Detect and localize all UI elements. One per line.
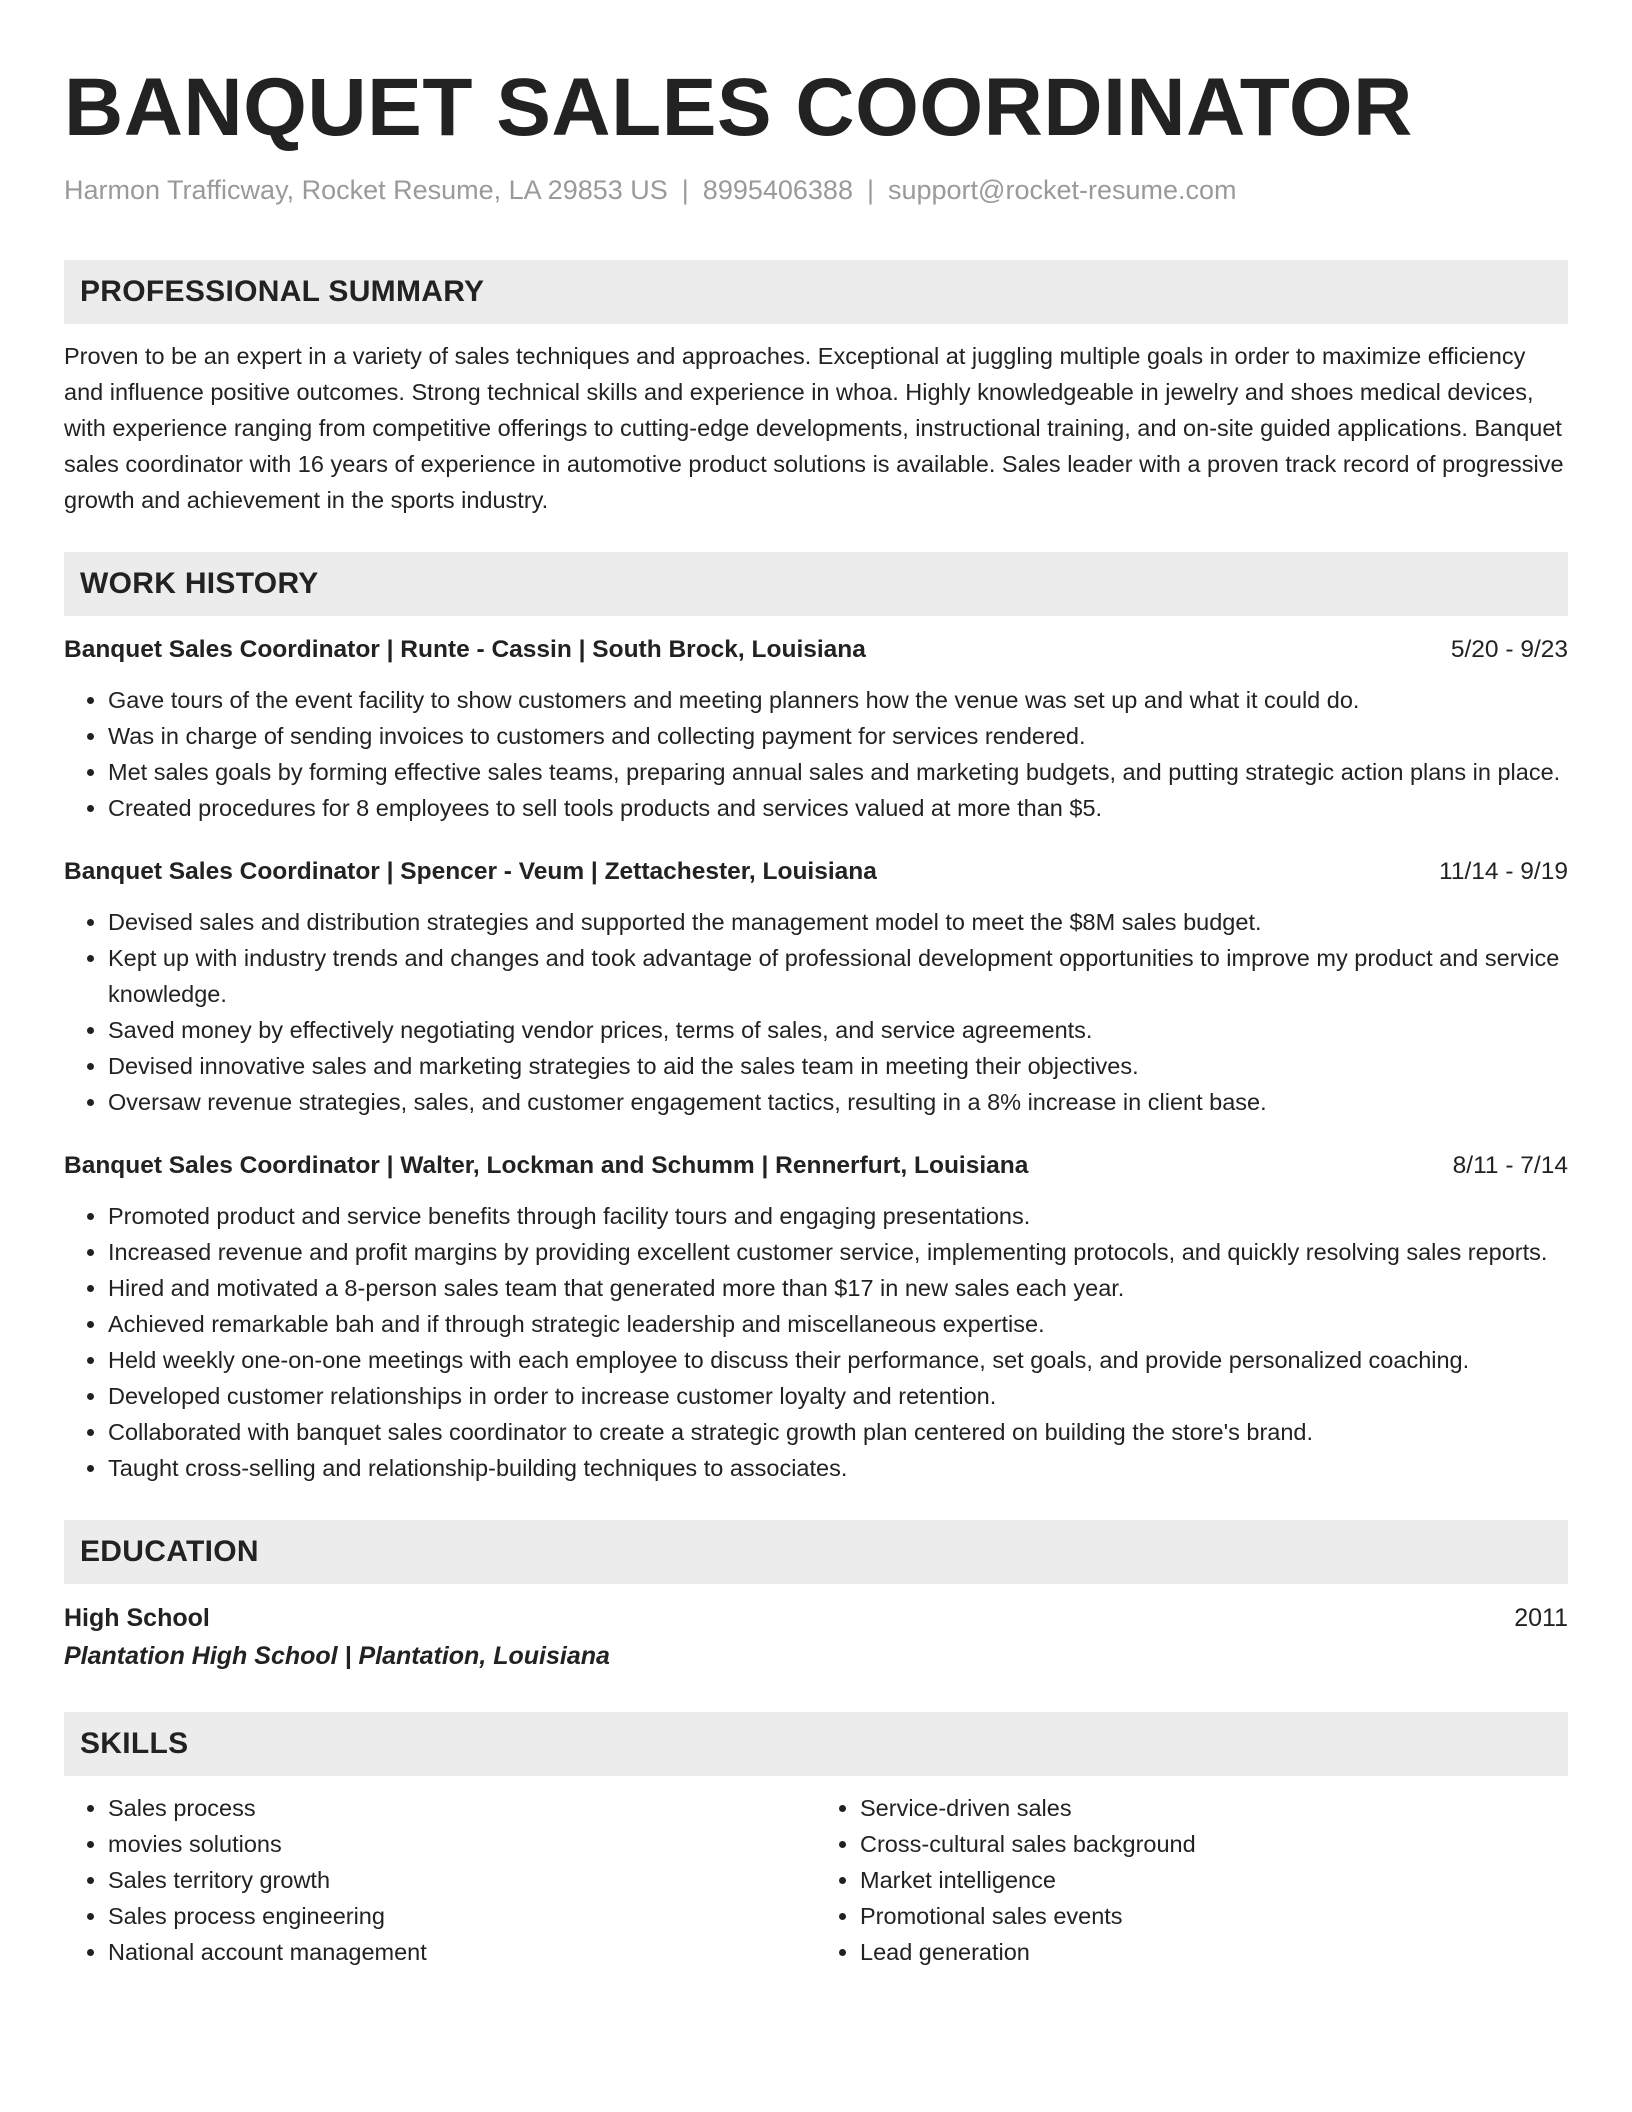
list-item: • Achieved remarkable bah and if through strategic leadership and miscellaneous expertise.: [108, 1306, 1568, 1342]
resume-name: BANQUET SALES COORDINATOR: [64, 62, 1413, 153]
job-dates: 5/20 - 9/23: [1450, 636, 1568, 663]
skill-item: • National account management: [108, 1934, 816, 1970]
list-item: • Devised sales and distribution strategies and supported the management model to meet the $8M sales budget.: [108, 904, 1568, 940]
job-entry: [64, 1148, 1568, 1486]
skill-item: • Lead generation: [860, 1934, 1568, 1970]
contact-address: Harmon Trafficway, Rocket Resume, LA 29853 US: [64, 175, 668, 205]
skill-item: • Sales process engineering: [108, 1898, 816, 1934]
list-item: • Created procedures for 8 employees to sell tools products and services valued at more than $5.: [108, 790, 1568, 826]
list-item: • Devised innovative sales and marketing strategies to aid the sales team in meeting their objectives.: [108, 1048, 1568, 1084]
list-item: • Held weekly one-on-one meetings with each employee to discuss their performance, set goals, and provide personalized coaching.: [108, 1342, 1568, 1378]
section-heading: SKILLS: [64, 1712, 1568, 1776]
section-heading: EDUCATION: [64, 1520, 1568, 1584]
job-title: Banquet Sales Coordinator | Runte - Cassin | South Brock, Louisiana: [64, 636, 866, 663]
list-item: • Collaborated with banquet sales coordinator to create a strategic growth plan centered on building the store's brand.: [108, 1414, 1568, 1450]
skills-columns: [64, 1790, 1568, 1970]
job-bullets: [64, 682, 1568, 826]
contact-line: [64, 172, 1568, 208]
list-item: • Developed customer relationships in order to increase customer loyalty and retention.: [108, 1378, 1568, 1414]
summary-text: Proven to be an expert in a variety of sales techniques and approaches. Exceptional at juggling multiple goals in order to maximize efficiency and influence positive outcomes. Strong technical skills and experience in whoa. Highly knowledgeable in jewelry and shoes medical devices, with experience ranging from competitive offerings to cutting-edge developments, instructional training, and on-site guided applications. Banquet sales coordinator with 16 years of experience in automotive product solutions is available. Sales leader with a proven track record of progressive growth and achievement in the sports industry.: [64, 343, 1564, 513]
work-history-section: [64, 552, 1568, 1486]
skills-left-column: [64, 1790, 816, 1970]
list-item: • Oversaw revenue strategies, sales, and customer engagement tactics, resulting in a 8% increase in client base.: [108, 1084, 1568, 1120]
list-item: • Gave tours of the event facility to show customers and meeting planners how the venue was set up and what it could do.: [108, 682, 1568, 718]
contact-separator: |: [681, 175, 689, 205]
section-heading: PROFESSIONAL SUMMARY: [64, 260, 1568, 324]
job-dates: 11/14 - 9/19: [1439, 858, 1568, 885]
skill-item: • Sales process: [108, 1790, 816, 1826]
list-item: • Promoted product and service benefits through facility tours and engaging presentations.: [108, 1198, 1568, 1234]
list-item: • Kept up with industry trends and changes and took advantage of professional development opportunities to improve my product and service knowledge.: [108, 940, 1568, 1012]
skill-item: • Cross-cultural sales background: [860, 1826, 1568, 1862]
skill-item: • Sales territory growth: [108, 1862, 816, 1898]
list-item: • Saved money by effectively negotiating vendor prices, terms of sales, and service agreements.: [108, 1012, 1568, 1048]
job-title: Banquet Sales Coordinator | Spencer - Veum | Zettachester, Louisiana: [64, 858, 877, 885]
education-degree: High School: [64, 1604, 210, 1632]
skill-item: • Market intelligence: [860, 1862, 1568, 1898]
summary-section: [64, 260, 1568, 518]
job-bullets: [64, 1198, 1568, 1486]
job-dates: 8/11 - 7/14: [1452, 1152, 1568, 1179]
skills-section: [64, 1712, 1568, 1970]
list-item: • Taught cross-selling and relationship-building techniques to associates.: [108, 1450, 1568, 1486]
list-item: • Was in charge of sending invoices to customers and collecting payment for services rendered.: [108, 718, 1568, 754]
contact-separator: |: [866, 175, 874, 205]
education-section: [64, 1520, 1568, 1676]
skills-right-column: [816, 1790, 1568, 1970]
education-school: Plantation High School | Plantation, Louisiana: [64, 1642, 610, 1670]
job-title: Banquet Sales Coordinator | Walter, Lockman and Schumm | Rennerfurt, Louisiana: [64, 1152, 1029, 1179]
skill-item: • Service-driven sales: [860, 1790, 1568, 1826]
list-item: • Increased revenue and profit margins by providing excellent customer service, implementing protocols, and quickly resolving sales reports.: [108, 1234, 1568, 1270]
skill-item: • Promotional sales events: [860, 1898, 1568, 1934]
contact-phone: 8995406388: [702, 175, 853, 205]
job-entry: [64, 632, 1568, 826]
job-entry: [64, 854, 1568, 1120]
job-bullets: [64, 904, 1568, 1120]
skill-item: • movies solutions: [108, 1826, 816, 1862]
list-item: • Hired and motivated a 8-person sales team that generated more than $17 in new sales each year.: [108, 1270, 1568, 1306]
contact-email: support@rocket-resume.com: [887, 175, 1237, 205]
section-heading: WORK HISTORY: [64, 552, 1568, 616]
education-year: 2011: [1514, 1604, 1568, 1632]
list-item: • Met sales goals by forming effective sales teams, preparing annual sales and marketing budgets, and putting strategic action plans in place.: [108, 754, 1568, 790]
